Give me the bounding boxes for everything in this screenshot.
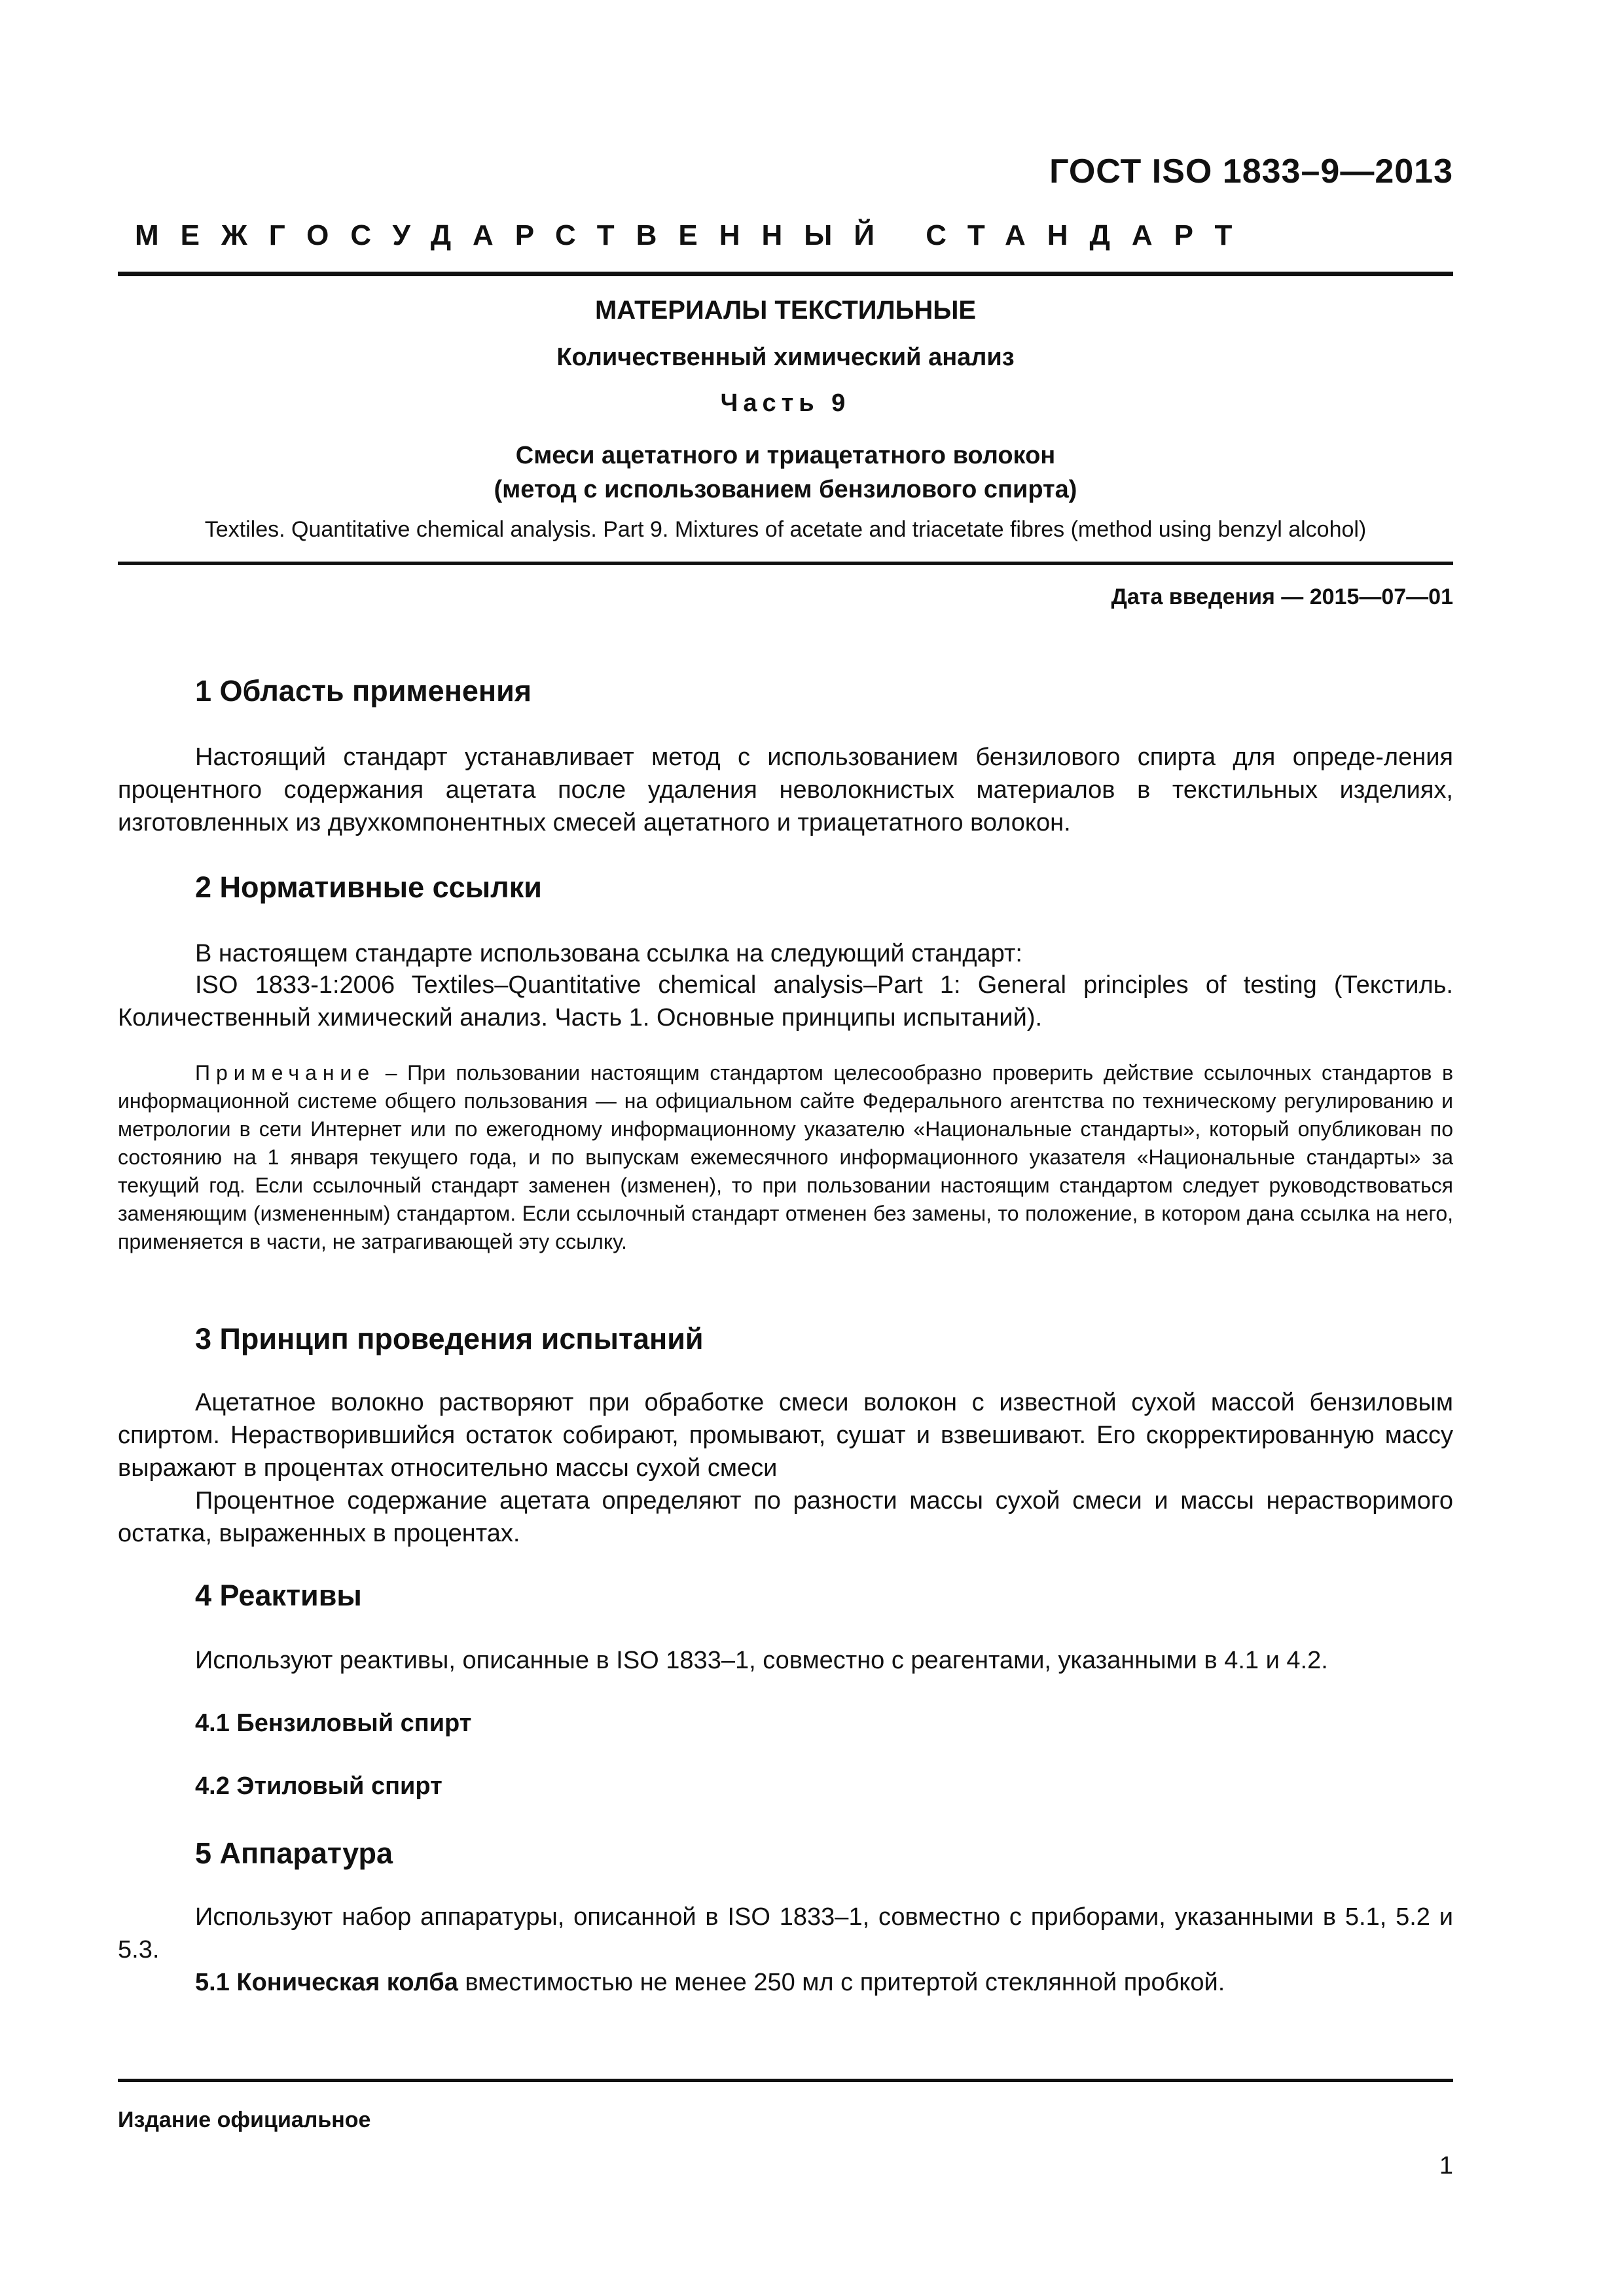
section-5-item-1-title: 5.1 Коническая колба [195,1969,458,1996]
section-5-item-1-text: вместимостью не менее 250 мл с притертой стеклянной пробкой. [458,1969,1225,1996]
document-page [118,0,1453,2296]
title-english: Textiles. Quantitative chemical analysis. Part 9. Mixtures of acetate and triacetate fibres (method using benzyl alcohol) [204,517,1367,542]
gost-code: ГОСТ ISO 1833–9—2013 [1049,152,1453,190]
title-name [118,439,1453,507]
section-2-paragraph-1: В настоящем стандарте использована ссылка на следующий стандарт: [195,940,1022,967]
section-4-item-2: 4.2 Этиловый спирт [195,1772,442,1800]
interstate-standard-label: МЕЖГОСУДАРСТВЕННЫЙ СТАНДАРТ [135,219,1254,251]
edition-label: Издание официальное [118,2108,371,2132]
footer-rule [118,2079,1453,2082]
page-number: 1 [1439,2152,1453,2179]
section-4-item-1: 4.1 Бензиловый спирт [195,1710,472,1737]
section-3-heading: 3 Принцип проведения испытаний [195,1322,704,1355]
section-4-paragraph: Используют реактивы, описанные в ISO 1833–1, совместно с реагентами, указанными в 4.1 и 4.2. [195,1647,1328,1674]
intro-date: Дата введения — 2015—07—01 [1111,584,1453,609]
section-2-note [118,1059,1453,1256]
note-label: Примечание [195,1061,376,1085]
title-sub: Количественный химический анализ [556,344,1015,371]
section-5-paragraph: Используют набор аппаратуры, описанной в ISO 1833–1, совместно с приборами, указанными в 5.1, 5.2 и 5.3. [118,1903,1453,1964]
title-rule [118,562,1453,565]
title-name-line2: (метод с использованием бензилового спирта) [494,476,1077,503]
section-3-paragraph-2: Процентное содержание ацетата определяют по разности массы сухой смеси и массы нерастворимого остатка, выраженных в процентах. [118,1487,1453,1547]
section-5-item-1 [195,1969,1225,1997]
header-rule [118,272,1453,276]
title-part: Часть 9 [720,389,851,417]
section-2-heading: 2 Нормативные ссылки [195,870,542,904]
title-name-line1: Смеси ацетатного и триацетатного волокон [515,442,1056,469]
section-2-paragraph-2: ISO 1833-1:2006 Textiles–Quantitative chemical analysis–Part 1: General principles of testing (Текстиль. Количественный химический анализ. Часть 1. Основные принципы испытаний). [118,971,1453,1031]
note-text: – При пользовании настоящим стандартом целесообразно проверить действие ссылочных стандартов в информационной системе общего пользования — на официальном сайте Федерального агентства по техническому регулированию и метрологии в сети Интернет или по ежегодному информационному указателю «Национальные стандарты», который опубликован по состоянию на 1 января текущего года, и по выпускам ежемесячного информационного указателя «Национальные стандарты» за текущий год. Если ссылочный стандарт заменен (изменен), то при пользовании настоящим стандартом следует руководствоваться заменяющим (измененным) стандартом. Если ссылочный стандарт отменен без замены, то положение, в котором дана ссылка на него, применяется в части, не затрагивающей эту ссылку. [118,1061,1453,1253]
section-5-heading: 5 Аппаратура [195,1837,393,1870]
title-main: МАТЕРИАЛЫ ТЕКСТИЛЬНЫЕ [594,296,977,325]
section-3-paragraph-1: Ацетатное волокно растворяют при обработке смеси волокон с известной сухой массой бензиловым спиртом. Нерастворившийся остаток собирают, промывают, сушат и взвешивают. Его скорректированную массу выражают в процентах относительно массы сухой смеси [118,1389,1453,1482]
section-1-heading: 1 Область применения [195,674,532,708]
section-1-paragraph: Настоящий стандарт устанавливает метод с использованием бензилового спирта для опреде-ления процентного содержания ацетата после удаления неволокнистых материалов в текстильных изделиях, изготовленных из двухкомпонентных смесей ацетатного и триацетатного волокон. [118,744,1453,836]
section-4-heading: 4 Реактивы [195,1579,362,1612]
